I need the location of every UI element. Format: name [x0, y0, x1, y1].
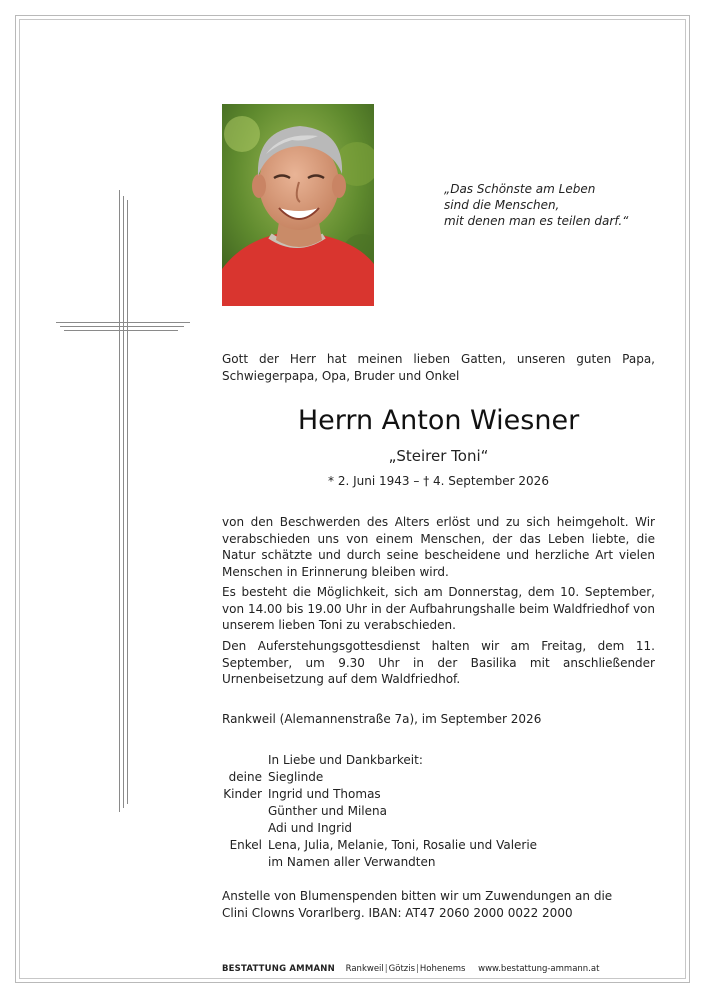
nickname: „Steirer Toni“ [388, 447, 489, 465]
cross-vertical-line [123, 196, 124, 808]
relatives-closing: im Namen aller Verwandten [268, 855, 436, 869]
label-enkel: Enkel [229, 838, 262, 852]
child-entry: Adi und Ingrid [268, 821, 353, 835]
quote [444, 181, 644, 229]
footer-separator: | [416, 964, 419, 974]
spouse-name: Sieglinde [268, 770, 324, 784]
grandchildren-names: Lena, Julia, Melanie, Toni, Rosalie und Valerie [268, 838, 538, 852]
cross-horizontal-line [56, 322, 190, 323]
donation-line-1: Anstelle von Blumenspenden bitten wir um Zuwendungen an die [222, 889, 613, 903]
footer-website-link[interactable]: www.bestattung-ammann.at [478, 964, 600, 974]
label-deine: deine [228, 770, 262, 784]
donation-line-2: Clini Clowns Vorarlberg. IBAN: AT47 2060 2000 0022 2000 [222, 906, 573, 920]
paragraph-passing: von den Beschwerden des Alters erlöst und zu sich heimgeholt. Wir verabschieden uns von einem Menschen, der das Leben liebte, die Natur schätzte und durch seine bescheidene und herzliche Art vielen Menschen in Erinnerung bleiben wird. [222, 515, 655, 579]
survivors-heading: In Liebe und Dankbarkeit: [268, 753, 423, 767]
cross-horizontal-line [64, 330, 178, 331]
portrait-illustration [222, 104, 374, 306]
footer-location: Götzis [388, 964, 416, 974]
cross-horizontal-line [60, 326, 184, 327]
label-kinder: Kinder [223, 787, 262, 801]
paragraph-viewing: Es besteht die Möglichkeit, sich am Donnerstag, dem 10. September, von 14.00 bis 19.00 Uhr in der Aufbahrungshalle beim Waldfriedhof von unserem lieben Toni zu verabschieden. [222, 585, 655, 632]
footer-location: Hohenems [419, 964, 466, 974]
cross-vertical-line [119, 190, 120, 812]
funeral-home-brand: BESTATTUNG AMMANN [222, 964, 335, 974]
deceased-name: Herrn Anton Wiesner [297, 405, 580, 436]
portrait-photo [222, 104, 374, 306]
footer [222, 963, 599, 975]
survivors-list [222, 752, 662, 871]
cross-vertical-line [127, 200, 128, 804]
quote-line-1: „Das Schönste am Leben [444, 182, 596, 196]
place-date: Rankweil (Alemannenstraße 7a), im September 2026 [222, 712, 542, 726]
paragraph-service: Den Auferstehungsgottesdienst halten wir am Freitag, dem 11. September, um 9.30 Uhr in der Basilika mit anschließender Urnenbeisetzung auf dem Waldfriedhof. [222, 639, 655, 686]
footer-separator: | [384, 964, 388, 974]
child-entry: Ingrid und Thomas [268, 787, 381, 801]
footer-location: Rankweil [345, 964, 384, 974]
intro-text: Gott der Herr hat meinen lieben Gatten, unseren guten Papa, Schwiegerpapa, Opa, Bruder und Onkel [222, 352, 655, 383]
child-entry: Günther und Milena [268, 804, 387, 818]
donation-note [222, 888, 612, 922]
life-dates: * 2. Juni 1943 – † 4. September 2026 [328, 474, 549, 488]
quote-line-3: mit denen man es teilen darf.“ [444, 214, 629, 228]
quote-line-2: sind die Menschen, [444, 198, 560, 212]
